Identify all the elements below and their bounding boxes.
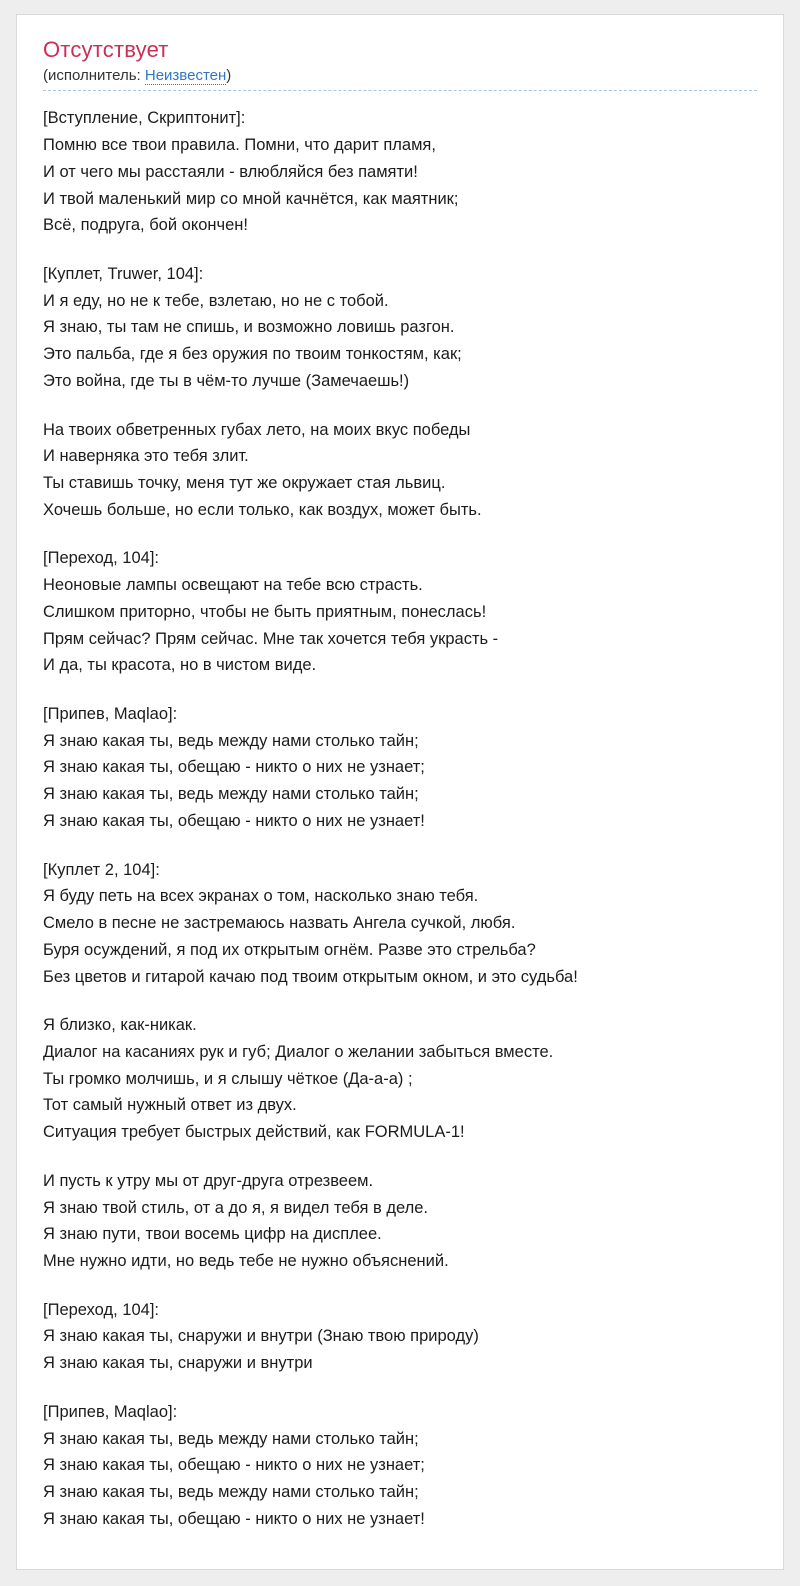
lyrics-line: Я буду петь на всех экранах о том, насколько знаю тебя. — [43, 887, 479, 906]
lyrics-line: И наверняка это тебя злит. — [43, 447, 249, 466]
lyrics-stanza — [43, 1012, 757, 1146]
lyrics-line: [Припев, Maqlao]: — [43, 705, 178, 724]
page-title: Отсутствует — [43, 37, 169, 62]
lyrics-stanza — [43, 545, 757, 679]
lyrics-line: Я знаю, ты там не спишь, и возможно ловишь разгон. — [43, 318, 455, 337]
lyrics-stanza — [43, 1168, 757, 1275]
lyrics-stanza — [43, 701, 757, 835]
artist-line — [43, 67, 757, 84]
lyrics-line: Я знаю пути, твои восемь цифр на дисплее. — [43, 1225, 382, 1244]
lyrics-line: Я знаю твой стиль, от а до я, я видел тебя в деле. — [43, 1198, 428, 1217]
lyrics-line: Я знаю какая ты, снаружи и внутри (Знаю твою природу) — [43, 1327, 479, 1346]
lyrics-line: Я знаю какая ты, ведь между нами столько тайн; — [43, 731, 419, 750]
lyrics-line: [Куплет, Truwer, 104]: — [43, 264, 204, 283]
lyrics-text — [43, 105, 757, 1532]
artist-suffix-label: ) — [226, 67, 232, 85]
lyrics-stanza — [43, 1297, 757, 1377]
artist-prefix-label: (исполнитель: — [43, 67, 145, 85]
lyrics-line: Без цветов и гитарой качаю под твоим открытым окном, и это судьба! — [43, 967, 578, 986]
lyrics-line: Слишком приторно, чтобы не быть приятным, понеслась! — [43, 602, 487, 621]
lyrics-line: На твоих обветренных губах лето, на моих вкус победы — [43, 420, 471, 439]
lyrics-line: Буря осуждений, я под их открытым огнём. Разве это стрельба? — [43, 940, 536, 959]
lyrics-stanza — [43, 105, 757, 239]
lyrics-line: Я знаю какая ты, обещаю - никто о них не узнает! — [43, 811, 425, 830]
lyrics-line: Помню все твои правила. Помни, что дарит пламя, — [43, 136, 436, 155]
lyrics-line: [Куплет 2, 104]: — [43, 860, 160, 879]
lyrics-stanza — [43, 857, 757, 991]
lyrics-line: И да, ты красота, но в чистом виде. — [43, 656, 317, 675]
lyrics-line: Диалог на касаниях рук и губ; Диалог о желании забыться вместе. — [43, 1042, 554, 1061]
lyrics-line: Прям сейчас? Прям сейчас. Мне так хочется тебя украсть - — [43, 629, 499, 648]
lyrics-line: Я знаю какая ты, обещаю - никто о них не узнает! — [43, 1509, 425, 1528]
lyrics-line: Я знаю какая ты, ведь между нами столько тайн; — [43, 785, 419, 804]
header-divider — [43, 90, 757, 91]
lyrics-line: [Припев, Maqlao]: — [43, 1402, 178, 1421]
lyrics-line: И я еду, но не к тебе, взлетаю, но не с тобой. — [43, 291, 389, 310]
lyrics-line: Ты громко молчишь, и я слышу чёткое (Да-а-а) ; — [43, 1069, 413, 1088]
lyrics-line: Я знаю какая ты, обещаю - никто о них не узнает; — [43, 758, 425, 777]
lyrics-line: Я знаю какая ты, обещаю - никто о них не узнает; — [43, 1456, 425, 1475]
lyrics-line: Я знаю какая ты, снаружи и внутри — [43, 1354, 313, 1373]
lyrics-stanza — [43, 1399, 757, 1533]
lyrics-line: И пусть к утру мы от друг-друга отрезвеем. — [43, 1171, 374, 1190]
lyrics-line: [Переход, 104]: — [43, 1300, 159, 1319]
lyrics-line: Это пальба, где я без оружия по твоим тонкостям, как; — [43, 345, 462, 364]
lyrics-line: И от чего мы расстаяли - влюбляйся без памяти! — [43, 162, 418, 181]
lyrics-line: И твой маленький мир со мной качнётся, как маятник; — [43, 189, 459, 208]
lyrics-line: Хочешь больше, но если только, как воздух, может быть. — [43, 500, 482, 519]
lyrics-line: [Переход, 104]: — [43, 549, 159, 568]
lyrics-line: Неоновые лампы освещают на тебе всю страсть. — [43, 576, 423, 595]
lyrics-card — [16, 14, 784, 1570]
lyrics-line: Тот самый нужный ответ из двух. — [43, 1096, 297, 1115]
lyrics-line: Ты ставишь точку, меня тут же окружает стая львиц. — [43, 474, 446, 493]
lyrics-line: Я знаю какая ты, ведь между нами столько тайн; — [43, 1483, 419, 1502]
lyrics-line: Я знаю какая ты, ведь между нами столько тайн; — [43, 1429, 419, 1448]
lyrics-line: Ситуация требует быстрых действий, как FORMULA-1! — [43, 1123, 465, 1142]
lyrics-line: Мне нужно идти, но ведь тебе не нужно объяснений. — [43, 1251, 449, 1270]
lyrics-stanza — [43, 417, 757, 524]
artist-link[interactable]: Неизвестен — [144, 67, 227, 85]
lyrics-line: [Вступление, Скриптонит]: — [43, 109, 246, 128]
lyrics-line: Я близко, как-никак. — [43, 1016, 197, 1035]
lyrics-line: Смело в песне не застремаюсь назвать Ангела сучкой, любя. — [43, 914, 516, 933]
lyrics-line: Всё, подруга, бой окончен! — [43, 216, 248, 235]
lyrics-stanza — [43, 261, 757, 395]
lyrics-line: Это война, где ты в чём-то лучше (Замечаешь!) — [43, 371, 410, 390]
